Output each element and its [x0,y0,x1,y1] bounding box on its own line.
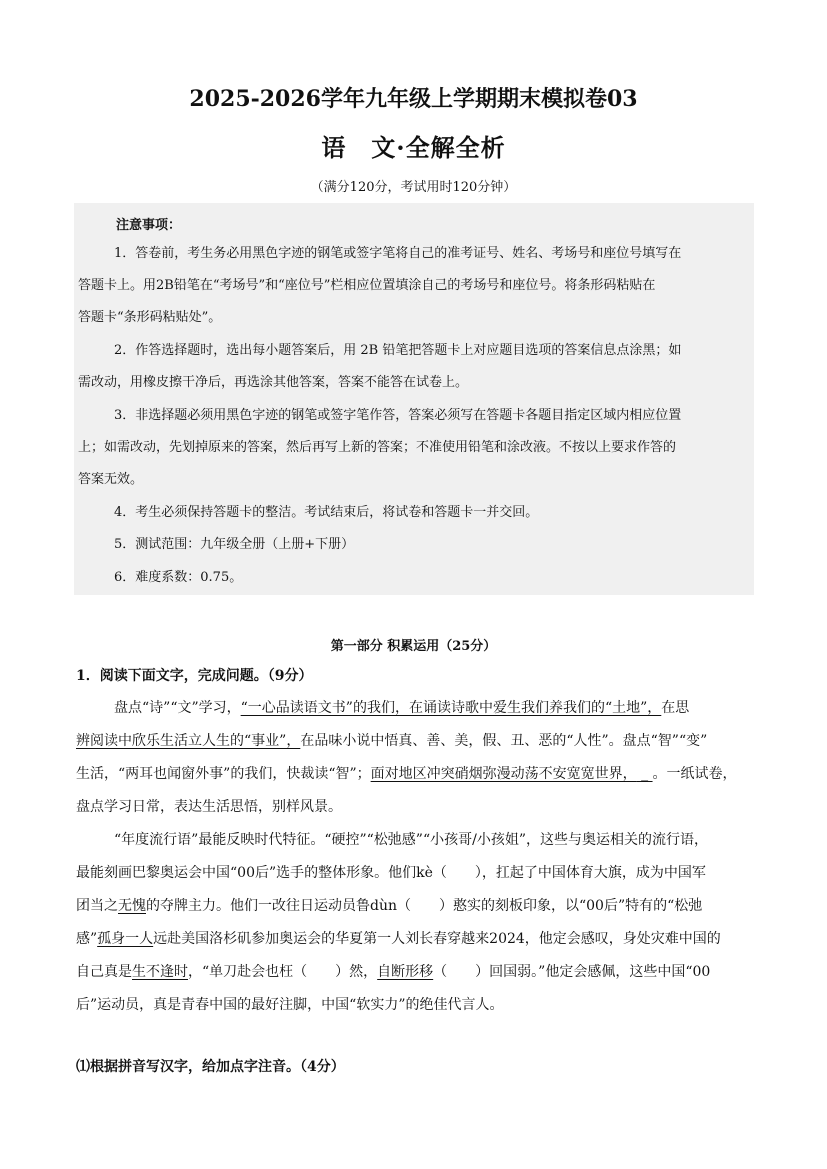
passage-line: “年度流行语”最能反映时代特征。“硬控”“松弛感”“小孩哥/小孩姐”，这些与奥运相关的流行语， [114,832,708,848]
passage-line: 盘点“诗”“文”学习，“一心品读语文书”的我们，在诵读诗歌中爱生我们养我们的“土地”，在思 [114,700,690,716]
passage-line: 辨阅读中欣乐生活立人生的“事业”，在品味小说中悟真、善、美，假、丑、恶的“人性”。盘点“智”“变” [76,733,708,749]
passage-line: 自己真是生不逢时，“单刀赴会也枉（ ）然，自断形移（ ）回国弱。”他定会感佩，这些中国“00 [76,964,711,980]
notice-line: 2．作答选择题时，选出每小题答案后，用 2B 铅笔把答题卡上对应题目选项的答案信息点涂黑；如 [114,343,682,358]
underlined-phrase: 自断形移 [377,964,434,980]
underlined-phrase: “一心品读语文书”的我们，在诵读诗歌中爱生我们养我们的“土地”， [240,700,662,716]
notice-line: 6．难度系数：0.75。 [114,570,243,585]
notice-line: 答案无效。 [78,472,144,487]
notice-line: 5．测试范围：九年级全册（上册+下册） [114,537,355,552]
exam-meta: （满分120分，考试用时120分钟） [310,180,517,195]
passage-line: 最能刻画巴黎奥运会中国“00后”选手的整体形象。他们kè（ ），扛起了中国体育大旗，成为中国军 [76,865,706,881]
section-title: 第一部分 积累运用（25分） [330,639,497,654]
sub-question: ⑴根据拼音写汉字，给加点字注音。（4分） [76,1059,345,1075]
passage-line: 后”运动员，真是青春中国的最好注脚，中国“软实力”的绝佳代言人。 [76,997,504,1013]
underlined-phrase: 生不逢时 [132,964,188,980]
passage-line: 团当之无愧的夺牌主力。他们一改往日运动员鲁dùn（ ）憨实的刻板印象，以“00后”特有的“松弛 [76,898,703,914]
question-title: 1．阅读下面文字，完成问题。（9分） [76,668,313,684]
notice-line: 4．考生必须保持答题卡的整洁。考试结束后，将试卷和答题卡一并交回。 [114,505,539,520]
notice-line: 答题卡“条形码粘贴处”。 [78,310,222,325]
blank: _ [636,766,653,782]
notice-line: 1．答卷前，考生务必用黑色字迹的钢笔或签字笔将自己的准考证号、姓名、考场号和座位号填写在 [114,246,682,261]
notice-box [74,203,754,595]
passage-line: 盘点学习日常，表达生活思悟，别样风景。 [76,799,342,815]
notice-heading: 注意事项： [116,218,182,233]
passage-line: 生活，“两耳也闻窗外事”的我们，快裁读“智”；面对地区冲突硝烟弥漫动荡不安宽宽世界， _ 。一纸试卷， [76,766,737,782]
notice-line: 上；如需改动，先划掉原来的答案，然后再写上新的答案；不准使用铅笔和涂改液。不按以上要求作答的 [78,440,677,455]
underlined-phrase: 辨阅读中欣乐生活立人生的“事业”， [76,733,301,749]
exam-subtitle: 语 文·全解全析 [321,133,506,162]
underlined-phrase: 面对地区冲突硝烟弥漫动荡不安宽宽世界， [370,766,637,782]
underlined-phrase: 无愧 [118,898,146,914]
passage-line: 感”孤身一人远赴美国洛杉矶参加奥运会的华夏第一人刘长春穿越来2024，他定会感叹，身处灾难中国的 [76,931,721,947]
notice-line: 需改动，用橡皮擦干净后，再选涂其他答案，答案不能答在试卷上。 [78,375,469,390]
underlined-phrase: 孤身一人 [97,931,154,947]
notice-line: 3．非选择题必须用黑色字迹的钢笔或签字笔作答，答案必须写在答题卡各题目指定区域内相应位置 [114,408,682,423]
notice-line: 答题卡上。用2B铅笔在“考场号”和“座位号”栏相应位置填涂自己的考场号和座位号。将条形码粘贴在 [78,278,656,293]
exam-title: 2025-2026学年九年级上学期期末模拟卷03 [189,86,638,112]
